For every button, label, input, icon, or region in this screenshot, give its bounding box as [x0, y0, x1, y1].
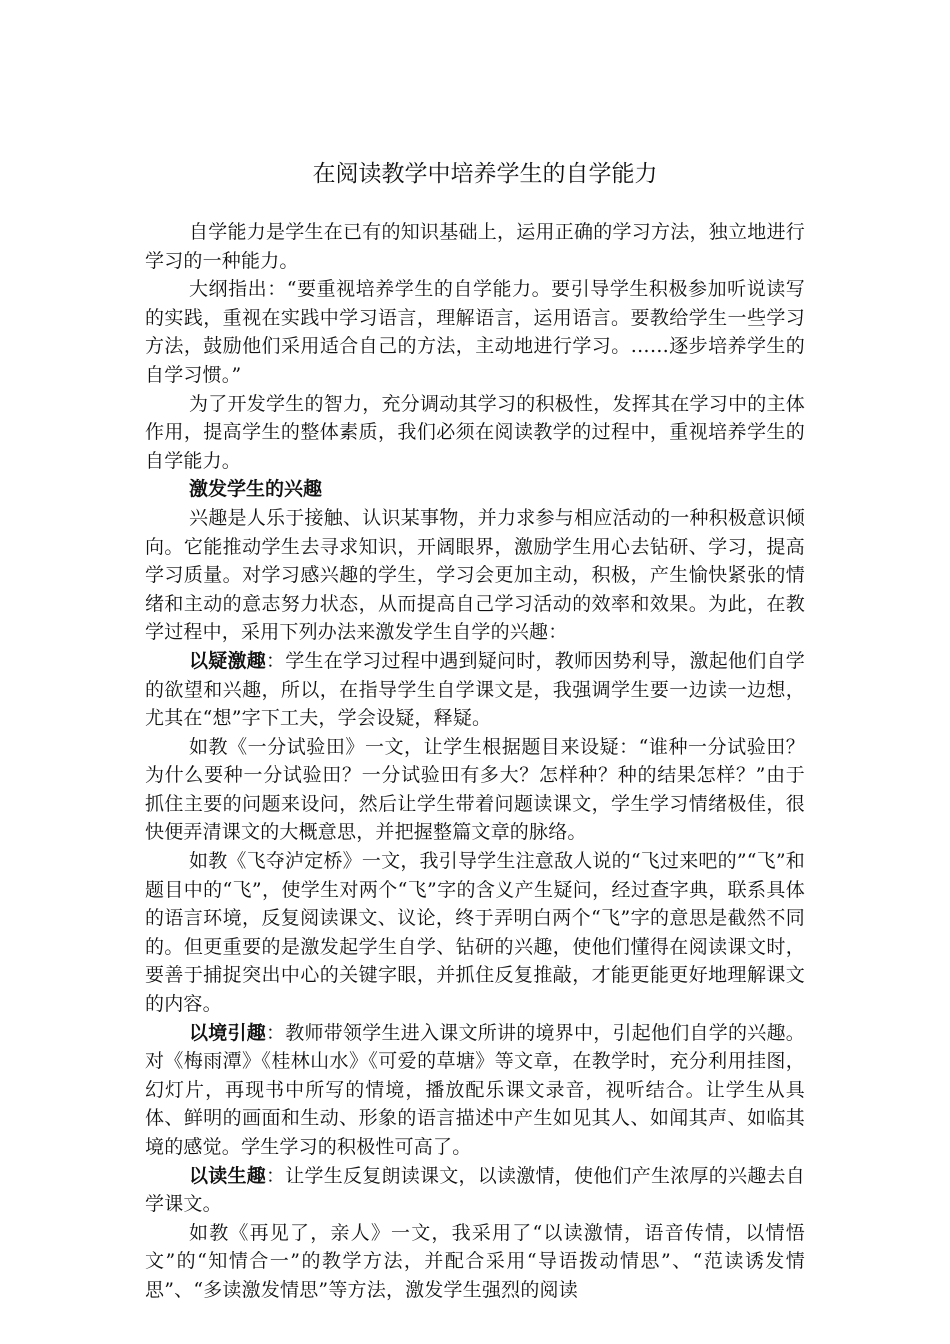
document-page — [145, 150, 805, 1305]
method-text-scene: ：教师带领学生进入课文所讲的境界中，引起他们自学的兴趣。对《梅雨潭》《桂林山水》《可爱的草塘》等文章，在教学时，充分利用挂图，幻灯片，再现书中所写的情境，播放配乐课文录音，视听结合。让学生从具体、鲜明的画面和生动、形象的语言描述中产生如见其人、如闻其声、如临其境的感觉。学生学习的积极性可高了。 — [145, 1021, 805, 1158]
method-lead-reading: 以读生趣 — [189, 1164, 267, 1187]
method-lead-question: 以疑激趣 — [189, 649, 267, 672]
paragraph-method-reading — [145, 1162, 805, 1219]
paragraph-definition: 自学能力是学生在已有的知识基础上，运用正确的学习方法，独立地进行学习的一种能力。 — [145, 221, 805, 272]
method-text-question: ：学生在学习过程中遇到疑问时，教师因势利导，激起他们自学的欲望和兴趣，所以，在指导学生自学课文是，我强调学生要一边读一边想，尤其在“想”字下工夫，学会设疑，释疑。 — [145, 649, 805, 730]
paragraph-purpose: 为了开发学生的智力，充分调动其学习的积极性，发挥其在学习中的主体作用，提高学生的整体素质，我们必须在阅读教学的过程中，重视培养学生的自学能力。 — [145, 392, 805, 472]
section-heading-interest: 激发学生的兴趣 — [189, 478, 323, 501]
method-text-reading: ：让学生反复朗读课文，以读激情，使他们产生浓厚的兴趣去自学课文。 — [145, 1164, 805, 1216]
paragraph-example-farewell: 如教《再见了，亲人》一文，我采用了“以读激情，语音传情，以情悟文”的“知情合一”的教学方法，并配合采用“导语拨动情思”、“范读诱发情思”、“多读激发情思”等方法，激发学生强烈的阅读 — [145, 1221, 805, 1301]
document-title: 在阅读教学中培养学生的自学能力 — [312, 161, 658, 187]
paragraph-example-bridge: 如教《飞夺泸定桥》一文，我引导学生注意敌人说的“飞过来吧的”“飞”和题目中的“飞”，使学生对两个“飞”字的含义产生疑问，经过查字典，联系具体的语言环境，反复阅读课文、议论，终于弄明白两个“飞”字的意思是截然不同的。但更重要的是激发起学生自学、钻研的兴趣，使他们懂得在阅读课文时，要善于捕捉突出中心的关键字眼，并抓住反复推敲，才能更能更好地理解课文的内容。 — [145, 850, 805, 1016]
paragraph-method-scene — [145, 1019, 805, 1162]
paragraph-interest-intro: 兴趣是人乐于接触、认识某事物，并力求参与相应活动的一种积极意识倾向。它能推动学生去寻求知识，开阔眼界，激励学生用心去钻研、学习，提高学习质量。对学习感兴趣的学生，学习会更加主动，积极，产生愉快紧张的情绪和主动的意志努力状态，从而提高自己学习活动的效率和效果。为此，在教学过程中，采用下列办法来激发学生自学的兴趣： — [145, 506, 805, 644]
paragraph-example-field: 如教《一分试验田》一文，让学生根据题目来设疑：“谁种一分试验田？为什么要种一分试验田？一分试验田有多大？怎样种？种的结果怎样？”由于抓住主要的问题来设问，然后让学生带着问题读课文，学生学习情绪极佳，很快便弄清课文的大概意思，并把握整篇文章的脉络。 — [145, 735, 805, 844]
method-lead-scene: 以境引趣 — [189, 1021, 267, 1044]
paragraph-syllabus-quote: 大纲指出：“要重视培养学生的自学能力。要引导学生积极参加听说读写的实践，重视在实践中学习语言，理解语言，运用语言。要教给学生一些学习方法，鼓励他们采用适合自己的方法，主动地进行学习。……逐步培养学生的自学习惯。” — [145, 278, 805, 386]
paragraph-method-question — [145, 647, 805, 733]
